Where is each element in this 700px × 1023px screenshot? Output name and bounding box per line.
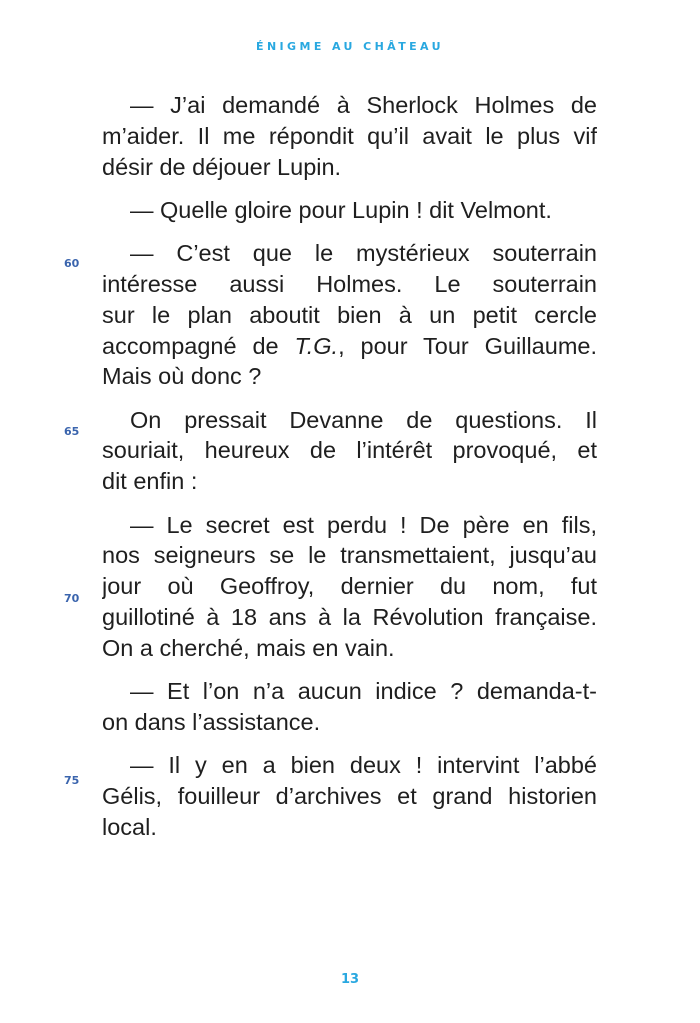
text-line: dit enfin : (102, 468, 198, 495)
text-line: On a cherché, mais en vain. (102, 634, 395, 661)
text-line: — Quelle gloire pour Lupin ! dit Velmont. (130, 196, 552, 223)
text-run: accompagné de (102, 332, 295, 359)
text-line: guillotiné à 18 ans à la Révolution française. (102, 603, 597, 630)
text-line: jour où Geoffroy, dernier du nom, fut (102, 573, 597, 600)
line-number: 60 (64, 257, 80, 270)
paragraph (102, 195, 597, 226)
line-number: 75 (64, 774, 80, 787)
running-head: ÉNIGME AU CHÂTEAU (256, 40, 444, 53)
text-line: m’aider. Il me répondit qu’il avait le plus vif (102, 122, 597, 149)
paragraph (102, 510, 597, 664)
page-number: 13 (340, 972, 360, 987)
text-line: nos seigneurs se le transmettaient, jusqu’au (102, 542, 597, 569)
text-line: Gélis, fouilleur d’archives et grand historien (102, 782, 597, 809)
text-line: — J’ai demandé à Sherlock Holmes de (130, 92, 597, 118)
text-line: sur le plan aboutit bien à un petit cercle (102, 301, 597, 328)
text-line: On pressait Devanne de questions. Il (130, 406, 597, 433)
line-number: 70 (64, 592, 80, 605)
text-line: désir de déjouer Lupin. (102, 153, 342, 180)
body-text (102, 90, 597, 855)
text-run: , pour Tour Guillaume. (338, 332, 597, 359)
text-line: local. (102, 813, 157, 840)
text-line: souriait, heureux de l’intérêt provoqué, et (102, 437, 597, 464)
italic-abbreviation: T.G. (294, 332, 339, 359)
paragraph (102, 405, 597, 497)
paragraph (102, 90, 597, 182)
paragraph (102, 676, 597, 738)
text-line (102, 331, 597, 362)
text-line: — Le secret est perdu ! De père en fils, (130, 511, 597, 538)
text-line: — Et l’on n’a aucun indice ? demanda-t- (130, 678, 597, 705)
text-line: intéresse aussi Holmes. Le souterrain (102, 270, 597, 297)
text-line: — Il y en a bien deux ! intervint l’abbé (130, 752, 597, 779)
text-line: Mais où donc ? (102, 363, 262, 390)
text-line: — C’est que le mystérieux souterrain (130, 240, 597, 267)
line-number: 65 (64, 425, 80, 438)
paragraph (102, 750, 597, 842)
paragraph (102, 238, 597, 392)
text-line: on dans l’assistance. (102, 708, 321, 735)
